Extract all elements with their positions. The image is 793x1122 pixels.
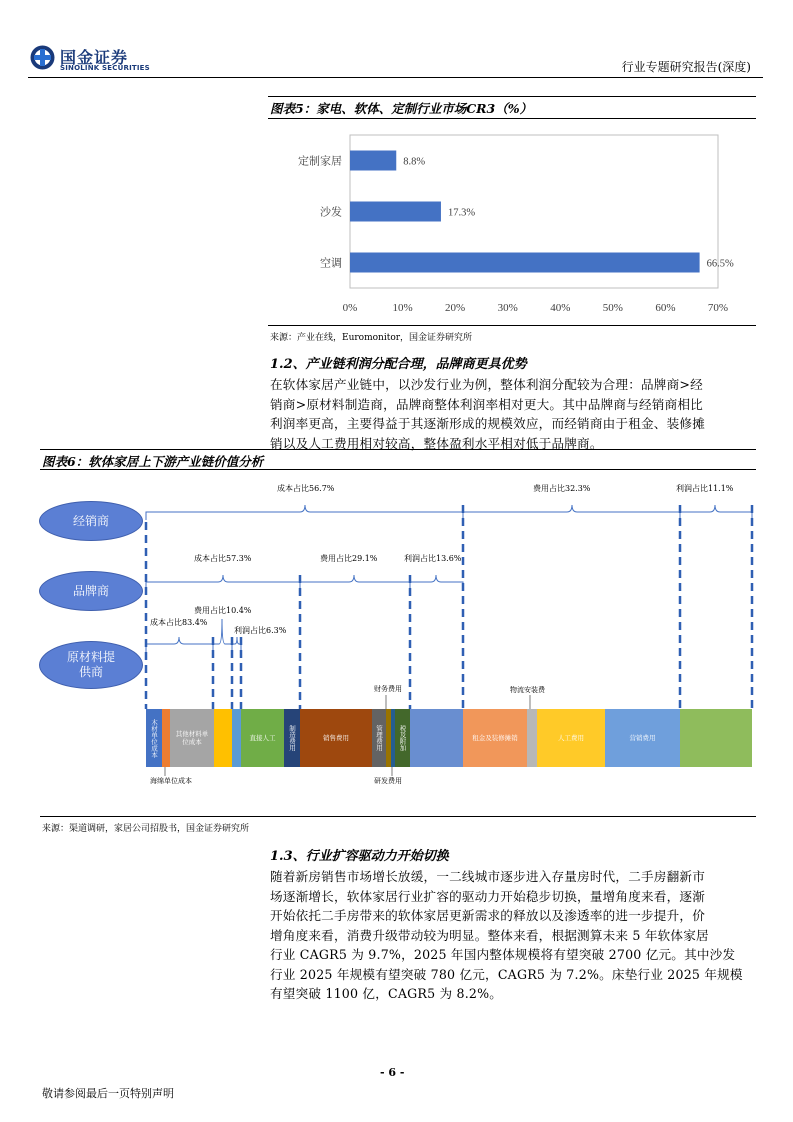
segment-dealer-profit <box>680 709 752 767</box>
section-1-2-heading: 1.2、产业链利润分配合理，品牌商更具优势 <box>270 357 527 372</box>
brand-expense-label: 费用占比29.1% <box>320 554 378 563</box>
dealer-expense-brace <box>463 505 680 520</box>
x-tick-label-5: 50% <box>602 302 623 314</box>
segment-tax <box>395 709 410 767</box>
x-tick-label-0: 0% <box>342 302 358 314</box>
segment-wood-label: 木材单位成本 <box>150 718 158 758</box>
segment-manufacturing <box>284 709 300 767</box>
segment-admin-label: 管理费用 <box>375 725 383 751</box>
figure5-title: 图表5：家电、软体、定制行业市场CR3（%） <box>270 101 533 116</box>
paragraph-line: 销商>原材料制造商，品牌商整体利润率相对更大。其中品牌商与经销商相比 <box>270 396 703 412</box>
sponge-callout: 海绵单位成本 <box>150 777 192 785</box>
segment-direct-labor-label: 直接人工 <box>249 734 276 742</box>
category-label-2: 空调 <box>320 256 342 270</box>
section-1-3-body <box>270 867 758 1004</box>
dealer-cost-label: 成本占比56.7% <box>277 484 335 493</box>
brand-cost-brace <box>146 575 300 590</box>
figure6-bottom-rule <box>40 816 756 817</box>
segment-sponge <box>162 709 170 767</box>
brand-profit-brace <box>410 575 463 590</box>
report-type: 行业专题研究报告(深度) <box>621 60 751 74</box>
category-label-1: 沙发 <box>320 205 342 219</box>
supplier-profit-brace <box>232 637 241 652</box>
category-label-0: 定制家居 <box>298 154 342 168</box>
x-tick-label-7: 70% <box>707 302 729 314</box>
x-tick-label-2: 20% <box>445 302 466 314</box>
segment-manufacturing-label: 制造费用 <box>288 725 296 751</box>
segment-labor <box>537 709 605 767</box>
supplier-label: 原材料提供商 <box>66 650 115 679</box>
dealer-profit-brace <box>680 505 752 520</box>
x-tick-label-4: 40% <box>550 302 571 314</box>
x-tick-label-6: 60% <box>655 302 676 314</box>
value-label-0: 8.8% <box>403 156 426 168</box>
segment-supplier-profit <box>232 709 241 767</box>
segment-marketing-label: 营销费用 <box>629 734 656 742</box>
dealer-profit-label: 利润占比11.1% <box>676 484 734 493</box>
page-number: - 6 - <box>380 1066 405 1079</box>
x-tick-label-3: 30% <box>497 302 518 314</box>
segment-other-material <box>170 709 214 767</box>
supplier-cost-label: 成本占比83.4% <box>150 618 208 627</box>
paragraph-line: 利润率更高，主要得益于其逐渐形成的规模效应，而经销商由于租金、装修摊 <box>270 416 705 431</box>
segment-wood <box>146 709 162 767</box>
figure6-title: 图表6：软体家居上下游产业链价值分析 <box>42 454 264 469</box>
value-label-2: 66.5% <box>706 258 734 270</box>
brand-cost-label: 成本占比57.3% <box>194 554 252 563</box>
segment-sales <box>300 709 372 767</box>
segment-sales-label: 销售费用 <box>323 734 349 742</box>
logo-en: SINOLINK SECURITIES <box>60 64 150 72</box>
segment-logistics <box>527 709 537 767</box>
paragraph-line: 增角度来看，消费升级带动较为明显。整体来看，根据测算未来 5 年软体家居 <box>270 927 709 943</box>
segment-marketing <box>605 709 680 767</box>
segment-other-material-label: 其他材料单位成本 <box>175 730 209 746</box>
segment-rent-label: 租金及装修摊销 <box>472 734 518 742</box>
finance-callout: 财务费用 <box>374 685 402 693</box>
brand-expense-brace <box>300 575 410 590</box>
segment-direct-labor <box>241 709 284 767</box>
rnd-callout: 研发费用 <box>374 777 402 785</box>
dealer-label: 经销商 <box>72 513 109 528</box>
paragraph-line: 行业 CAGR5 为 9.7%，2025 年国内整体规模将有望突破 2700 亿元。其中沙发 <box>270 947 736 962</box>
supplier-expense-label: 费用占比10.4% <box>194 606 252 615</box>
segment-supplier-expense <box>214 709 232 767</box>
value-label-1: 17.3% <box>447 207 476 219</box>
segment-admin <box>372 709 386 767</box>
supplier-expense-brace <box>213 619 232 652</box>
segment-brand-profit <box>410 709 463 767</box>
brand-label: 品牌商 <box>72 583 109 598</box>
supplier-profit-label: 利润占比6.3% <box>234 626 287 635</box>
paragraph-line: 场逐渐增长，软体家居行业扩容的驱动力开始稳步切换，量增角度来看，逐渐 <box>270 888 705 904</box>
paragraph-line: 随着新房销售市场增长放缓，一二线城市逐步进入存量房时代，二手房翻新市 <box>270 869 705 884</box>
paragraph-line: 行业 2025 年规模有望突破 780 亿元，CAGR5 为 7.2%。床垫行业 2025 年规模 <box>270 966 743 982</box>
supplier-cost-brace <box>146 637 213 652</box>
logo-cn: 国金证券 <box>60 48 129 67</box>
section-1-3-heading: 1.3、行业扩容驱动力开始切换 <box>270 849 449 864</box>
dealer-expense-label: 费用占比32.3% <box>533 484 591 493</box>
figure6-source: 来源：渠道调研，家居公司招股书，国金证券研究所 <box>42 824 250 834</box>
paragraph-line: 销以及人工费用相对较高，整体盈利水平相对低于品牌商。 <box>270 435 603 451</box>
paragraph-line: 在软体家居产业链中，以沙发行业为例，整体利润分配较为合理：品牌商>经 <box>270 377 703 392</box>
x-tick-label-1: 10% <box>392 302 413 314</box>
segment-tax-label: 税及附加 <box>398 725 407 751</box>
footer-disclaimer: 敬请参阅最后一页特别声明 <box>42 1087 174 1100</box>
paragraph-line: 有望突破 1100 亿，CAGR5 为 8.2%。 <box>270 986 503 1001</box>
logistics-callout: 物流安装费 <box>510 686 545 694</box>
brand-profit-label: 利润占比13.6% <box>404 554 462 563</box>
segment-labor-label: 人工费用 <box>558 734 584 742</box>
segment-rent <box>463 709 527 767</box>
figure5-source: 来源：产业在线，Euromonitor，国金证券研究所 <box>270 333 473 343</box>
dealer-cost-brace <box>146 505 463 520</box>
paragraph-line: 开始依托二手房带来的软体家居更新需求的释放以及渗透率的进一步提升，价 <box>270 908 705 923</box>
